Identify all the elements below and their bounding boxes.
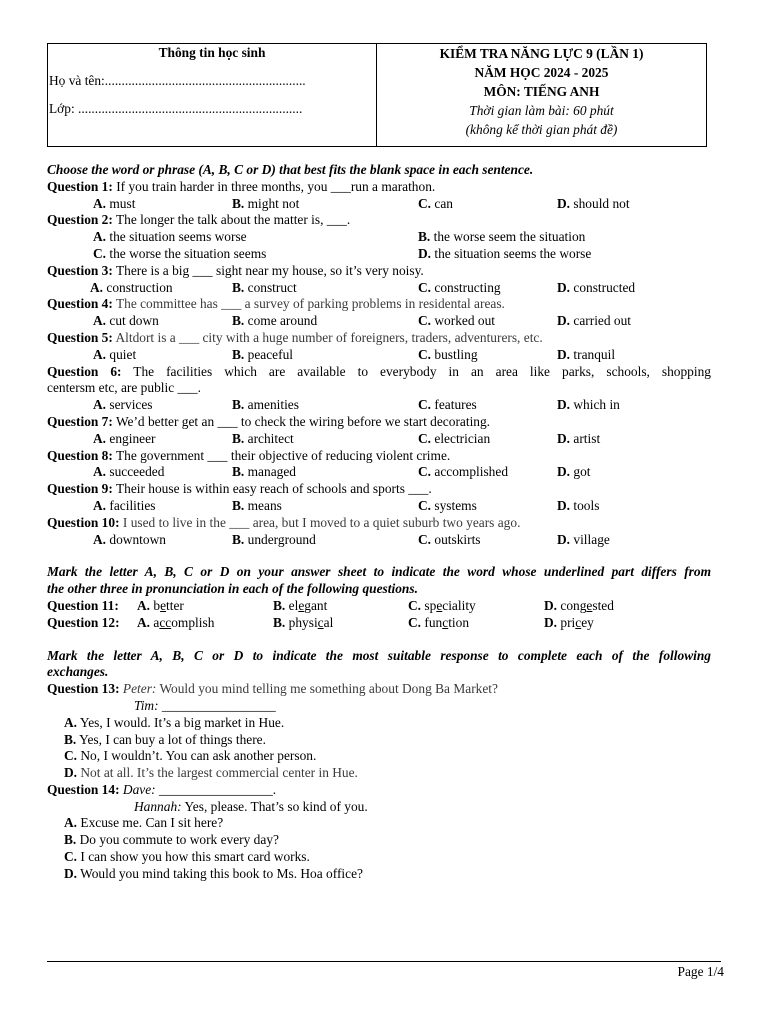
option-b: B. might not [232,195,300,211]
option-c: C. constructing [418,279,501,295]
class-line: Lớp: ................................................................... [49,101,303,116]
question-label: Question 7: [47,413,113,429]
option-c: C. bustling [418,346,478,362]
section3-instruction: Mark the letter A, B, C or D to indicate the most suitable response to complete each of the following [47,647,711,663]
exam-header [47,43,707,147]
question-text: I used to live in the ___ area, but I moved to a quiet suburb two years ago. [119,514,521,530]
exam-content [47,162,711,883]
subject: MÔN: TIẾNG ANH [483,84,600,99]
question-label: Question 5: [47,329,113,345]
option-c: C. worked out [418,313,496,329]
question-6 [47,364,711,381]
question-label: Question 10: [47,514,120,530]
section2-instruction: Mark the letter A, B, C or D on your answer sheet to indicate the word whose underlined part differs from [47,564,711,580]
footer-divider [47,961,721,962]
option-b: B. elegant [273,597,328,613]
question-text: The committee has ___ a survey of parking problems in residental areas. [112,296,505,312]
option-d: D. artist [557,430,601,446]
option-a: A. quiet [93,346,137,362]
option-d: D. tranquil [557,346,616,362]
question-label: Question 2: [47,212,113,228]
option-b: B. means [232,497,282,513]
option-d: D. pricey [544,614,594,630]
option-a: A. downtown [93,531,166,547]
question-6-continued: centersm etc, are public ___. [47,380,201,396]
question-text: If you train harder in three months, you ___run a marathon. [112,178,436,194]
options-row [47,196,711,213]
option-a: A. accomplish [137,614,215,630]
question-label: Question 4: [47,296,113,312]
option-d: D. Not at all. It’s the largest commercial center in Hue. [64,765,358,781]
option-c: C. can [418,195,453,211]
options-row [47,498,711,515]
option-d: D. which in [557,397,620,413]
option-d: D. tools [557,497,600,513]
option-a: A. services [93,397,153,413]
options-row [47,229,711,246]
option-b: B. managed [232,464,296,480]
options-row [47,246,711,263]
section3-instruction-continued: exchanges. [47,664,109,680]
dialogue-line: Would you mind telling me something about Dong Ba Market? [156,681,498,697]
question-label: Question 1: [47,178,113,194]
question-text: There is a big ___ sight near my house, so it’s very noisy. [112,262,424,278]
exam-title: KIỂM TRA NĂNG LỰC 9 (LẦN 1) [439,46,644,61]
dialogue-line: _________________. [155,781,277,797]
option-d: D. village [557,531,610,547]
exam-note: (không kể thời gian phát đề) [465,122,618,137]
option-c: C. features [418,397,477,413]
question-13 [47,681,711,698]
question-label: Question 11: [47,597,119,613]
question-12 [47,615,711,632]
option-b: B. Yes, I can buy a lot of things there. [64,731,266,747]
dialogue-line: _________________ [158,697,276,713]
question-8 [47,448,711,465]
option-c: C. speciality [408,597,476,613]
question-13-reply [47,698,711,715]
school-year: NĂM HỌC 2024 - 2025 [474,65,609,80]
speaker: Tim: [134,697,159,713]
exam-info [377,44,706,146]
options-row [47,280,711,297]
question-text: The facilities which are available to everybody in an area like parks, schools, shopping [121,363,711,379]
question-label: Question 9: [47,481,113,497]
student-info-title: Thông tin học sinh [158,45,266,60]
option-b: B. the worse seem the situation [418,229,586,245]
option-b: B. amenities [232,397,299,413]
option-a: A. succeeded [93,464,165,480]
option-a: A. facilities [93,497,156,513]
option-d: D. got [557,464,591,480]
question-14-reply [47,799,711,816]
options-row [47,464,711,481]
page-number: Page 1/4 [677,964,724,979]
question-label: Question 6: [47,363,122,379]
option-d: D. should not [557,195,630,211]
question-7 [47,414,711,431]
question-label: Question 13: [47,681,120,697]
question-text: Altdort is a ___ city with a huge number of foreigners, traders, adventurers, etc. [112,329,543,345]
option-a: A. engineer [93,430,156,446]
option-d: D. carried out [557,313,632,329]
option-b: B. construct [232,279,297,295]
question-1 [47,179,711,196]
option-d: D. Would you mind taking this book to Ms. Hoa office? [64,865,363,881]
options-row [47,532,711,549]
option-c: C. systems [418,497,477,513]
options-row [47,347,711,364]
question-label: Question 12: [47,614,120,630]
options-row [47,397,711,414]
question-14 [47,782,711,799]
question-label: Question 14: [47,781,120,797]
option-a: A. Excuse me. Can I sit here? [64,815,224,831]
dialogue-line: Yes, please. That’s so kind of you. [181,798,368,814]
option-a: A. the situation seems worse [93,229,247,245]
option-d: D. constructed [557,279,636,295]
question-9 [47,481,711,498]
question-label: Question 8: [47,447,113,463]
option-d: D. the situation seems the worse [418,245,592,261]
option-b: B. underground [232,531,316,547]
option-c: C. I can show you how this smart card works. [64,849,310,865]
section2-instruction-continued: the other three in pronunciation in each of the following questions. [47,581,418,597]
option-b: B. physical [273,614,334,630]
option-a: A. cut down [93,313,159,329]
question-4 [47,296,711,313]
question-2 [47,212,711,229]
speaker: Hannah: [134,798,182,814]
speaker: Peter: [122,681,157,697]
option-c: C. function [408,614,470,630]
question-label: Question 3: [47,262,113,278]
option-c: C. accomplished [418,464,509,480]
option-a: A. must [93,195,136,211]
option-b: B. Do you commute to work every day? [64,832,279,848]
option-b: B. come around [232,313,318,329]
option-b: B. peaceful [232,346,293,362]
option-a: A. construction [90,279,173,295]
question-text: The government ___ their objective of reducing violent crime. [112,447,451,463]
section1-instruction: Choose the word or phrase (A, B, C or D) that best fits the blank space in each sentence. [47,162,534,177]
question-5 [47,330,711,347]
option-a: A. better [137,597,184,613]
student-info [48,44,377,146]
option-c: C. the worse the situation seems [93,245,267,261]
question-text: We’d better get an ___ to check the wiring before we start decorating. [112,413,491,429]
option-c: C. No, I wouldn’t. You can ask another person. [64,748,317,764]
question-text: The longer the talk about the matter is, ___. [112,212,351,228]
speaker: Dave: [122,781,156,797]
option-c: C. outskirts [418,531,481,547]
options-row [47,313,711,330]
question-text: Their house is within easy reach of schools and sports ___. [112,481,432,497]
option-a: A. Yes, I would. It’s a big market in Hue. [64,714,285,730]
question-3 [47,263,711,280]
option-d: D. congested [544,597,614,613]
exam-time: Thời gian làm bài: 60 phút [469,103,614,118]
question-10 [47,515,711,532]
options-row [47,431,711,448]
question-11 [47,598,711,615]
option-b: B. architect [232,430,294,446]
name-line: Họ và tên:............................................................ [49,73,306,88]
option-c: C. electrician [418,430,491,446]
